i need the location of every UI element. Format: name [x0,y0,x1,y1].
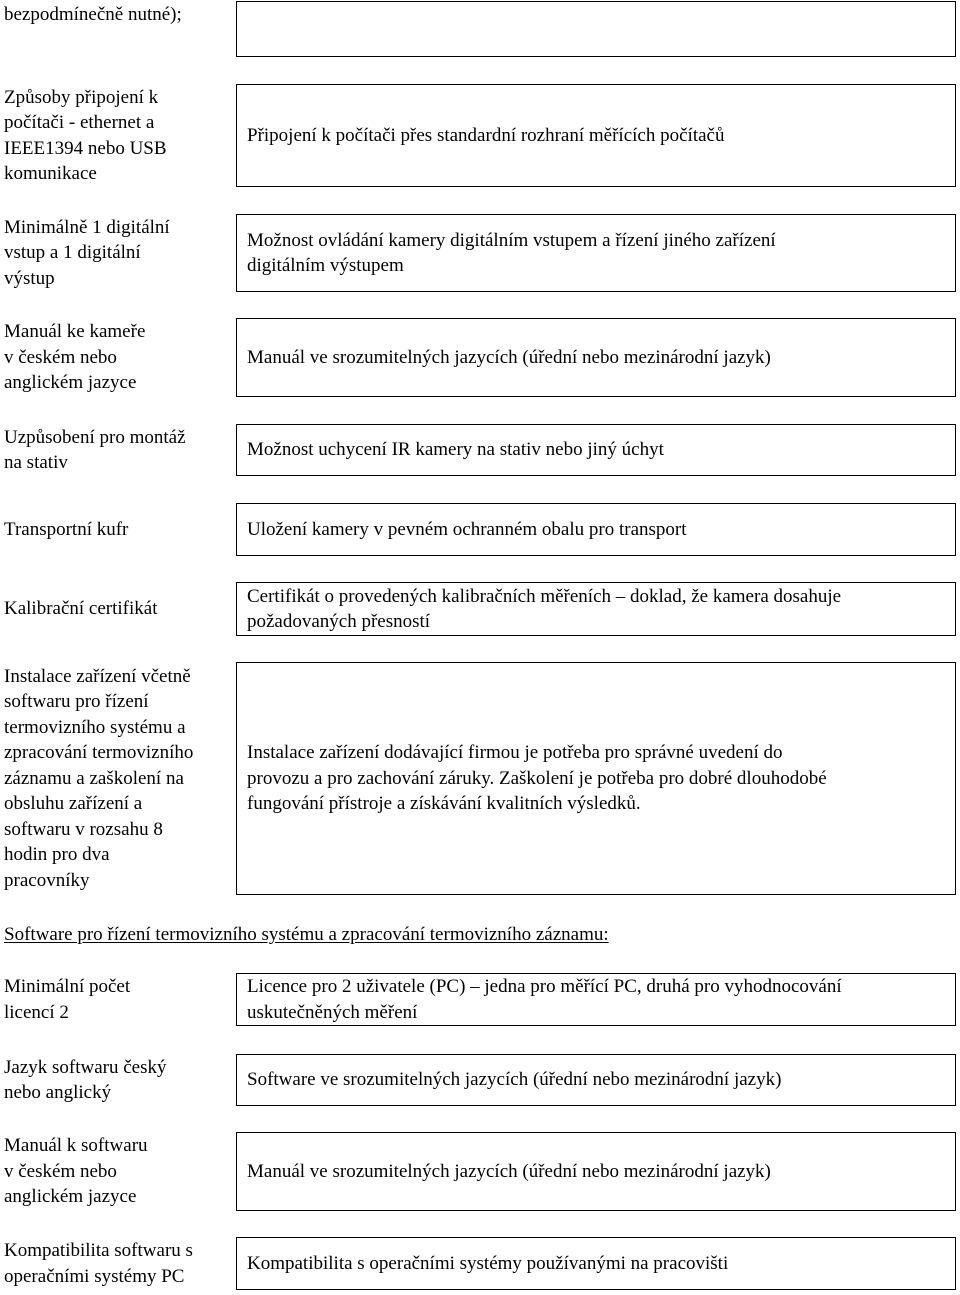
spec-description-box [236,1,956,57]
software-description-box: Kompatibilita s operačními systémy používanými na pracovišti [236,1237,956,1290]
spec-label: Uzpůsobení pro montáž na stativ [4,426,186,473]
software-label: Minimální počet licencí 2 [4,976,131,1023]
spec-description-box: Možnost ovládání kamery digitálním vstupem a řízení jiného zařízení digitálním výstupem [236,214,956,292]
software-description-box: Manuál ve srozumitelných jazycích (úřední nebo mezinárodní jazyk) [236,1132,956,1211]
software-description-box: Software ve srozumitelných jazycích (úřední nebo mezinárodní jazyk) [236,1054,956,1106]
spec-description-box: Certifikát o provedených kalibračních měřeních – doklad, že kamera dosahuje požadovaných přesností [236,582,956,636]
software-description-box: Licence pro 2 uživatele (PC) – jedna pro měřící PC, druhá pro vyhodnocování uskutečněných měření [236,973,956,1026]
spec-label: Kalibrační certifikát [4,598,158,620]
spec-label: Způsoby připojení k počítači - ethernet a IEEE1394 nebo USB komunikace [4,86,167,184]
spec-description-box: Možnost uchycení IR kamery na stativ nebo jiný úchyt [236,424,956,476]
section-heading-software: Software pro řízení termovizního systému a zpracování termovizního záznamu: [4,924,609,945]
spec-description-box: Připojení k počítači přes standardní rozhraní měřících počítačů [236,84,956,187]
spec-label: Manuál ke kameře v českém nebo anglickém jazyce [4,321,146,394]
spec-label: bezpodmínečně nutné); [4,4,182,25]
spec-description-box: Instalace zařízení dodávající firmou je potřeba pro správné uvedení do provozu a pro zachování záruky. Zaškolení je potřeba pro dobré dlouhodobé fungování přístroje a získávání kvalitních výsledků. [236,662,956,895]
software-label: Manuál k softwaru v českém nebo anglickém jazyce [4,1135,148,1208]
spec-label: Minimálně 1 digitální vstup a 1 digitální výstup [4,216,170,289]
spec-description-box: Uložení kamery v pevném ochranném obalu pro transport [236,503,956,556]
spec-label: Instalace zařízení včetně softwaru pro řízení termovizního systému a zpracování termovizního záznamu a zaškolení na obsluhu zařízení a softwaru v rozsahu 8 hodin pro dva pracovníky [4,665,194,891]
spec-description-box: Manuál ve srozumitelných jazycích (úřední nebo mezinárodní jazyk) [236,318,956,397]
software-label: Kompatibilita softwaru s operačními systémy PC [4,1240,193,1287]
spec-label: Transportní kufr [4,518,129,540]
software-label: Jazyk softwaru český nebo anglický [4,1056,167,1103]
